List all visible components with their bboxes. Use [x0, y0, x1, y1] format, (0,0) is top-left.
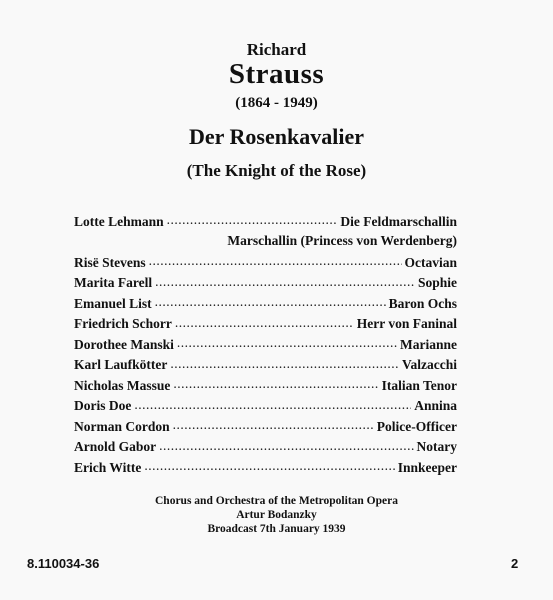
cast-role: Baron Ochs: [388, 295, 457, 311]
cast-singer: Doris Doe: [74, 398, 132, 413]
cast-row: [74, 417, 457, 438]
dot-leader: [173, 417, 374, 431]
cast-role: Octavian: [404, 254, 457, 270]
cast-singer: Arnold Gabor: [74, 439, 157, 454]
cast-role: Sophie: [417, 275, 457, 290]
dot-leader: [170, 356, 399, 370]
cast-row: [74, 335, 457, 356]
cast-role: Annina: [414, 398, 457, 413]
cast-role: Innkeeper: [397, 459, 457, 475]
cast-row: [74, 397, 457, 418]
cast-singer: Nicholas Massue: [74, 377, 171, 393]
dot-leader: [155, 274, 415, 288]
cast-row: [74, 212, 457, 233]
cast-singer: Risë Stevens: [74, 254, 146, 270]
dot-leader: [134, 397, 411, 411]
opera-subtitle: (The Knight of the Rose): [186, 161, 367, 180]
cast-row: [74, 438, 457, 459]
cast-singer: Friedrich Schorr: [74, 316, 172, 331]
cast-row: [74, 294, 457, 315]
cast-singer: Karl Laufkötter: [74, 357, 168, 372]
opera-title: Der Rosenkavalier: [189, 124, 364, 149]
catalog-number: 8.110034-36: [27, 556, 100, 571]
cast-singer: Lotte Lehmann: [74, 213, 164, 229]
cast-row: [74, 458, 457, 479]
credits-conductor: Artur Bodanzky: [236, 509, 317, 521]
cast-row: [74, 274, 457, 295]
cast-role: Police-Officer: [376, 418, 457, 434]
performance-credits: [0, 494, 553, 536]
cast-singer: Emanuel List: [74, 295, 152, 311]
dot-leader: [159, 438, 413, 452]
dot-leader: [177, 335, 397, 349]
page-number: 2: [511, 556, 519, 571]
cast-role: Italian Tenor: [381, 377, 457, 393]
credits-ensemble: Chorus and Orchestra of the Metropolitan Opera: [155, 495, 398, 507]
credits-broadcast-date: Broadcast 7th January 1939: [207, 523, 346, 535]
cast-singer: Marita Farell: [74, 275, 153, 290]
cast-role: Marianne: [400, 336, 457, 352]
cast-list: [74, 212, 457, 479]
dot-leader: [149, 253, 402, 267]
dot-leader: [155, 294, 386, 308]
cast-row: [74, 376, 457, 397]
cast-row-continuation: [74, 233, 457, 254]
cast-role: Notary: [416, 439, 457, 454]
cast-singer: Erich Witte: [74, 459, 142, 475]
cast-row: [74, 356, 457, 377]
cast-role: Die Feldmarschallin: [340, 213, 457, 229]
cast-role: Herr von Faninal: [356, 316, 457, 331]
cast-row: [74, 315, 457, 336]
cast-row: [74, 253, 457, 274]
composer-dates: (1864 - 1949): [235, 95, 318, 111]
cast-singer: Norman Cordon: [74, 418, 170, 434]
dot-leader: [175, 315, 354, 329]
dot-leader: [167, 212, 338, 226]
cast-singer: Dorothee Manski: [74, 336, 174, 352]
cast-role: Marschallin (Princess von Werdenberg): [227, 232, 457, 248]
cast-role: Valzacchi: [402, 357, 457, 372]
dot-leader: [144, 458, 394, 472]
dot-leader: [173, 376, 378, 390]
composer-last-name: Strauss: [228, 58, 325, 90]
composer-first-name: Richard: [246, 40, 307, 59]
